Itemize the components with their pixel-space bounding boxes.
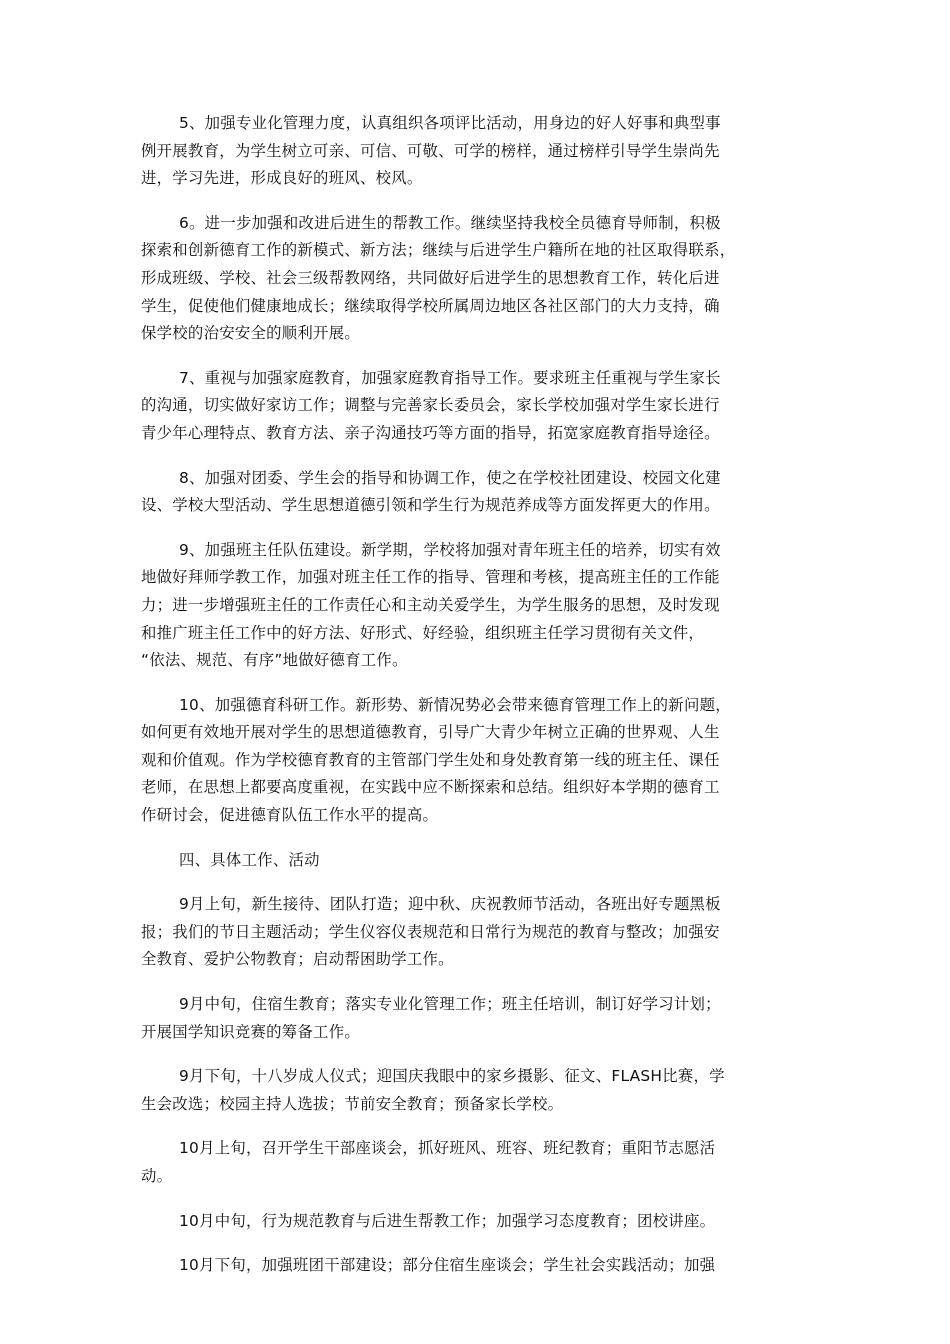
text-line: 7、重视与加强家庭教育，加强家庭教育指导工作。要求班主任重视与学生家长 [179, 368, 721, 387]
paragraph [141, 847, 817, 875]
text-line: 和推广班主任工作中的好方法、好形式、好经验，组织班主任学习贯彻有关文件， [141, 623, 705, 642]
paragraph [141, 1208, 817, 1236]
text-line: 地做好拜师学教工作，加强对班主任工作的指导、管理和考核，提高班主任的工作能 [141, 568, 720, 587]
text-line: 设、学校大型活动、学生思想道德引领和学生行为规范养成等方面发挥更大的作用。 [141, 496, 720, 515]
text-line: 6。进一步加强和改进后进生的帮教工作。继续坚持我校全员德育导师制，积极 [179, 213, 721, 232]
text-line: 四、具体工作、活动 [179, 850, 320, 869]
text-line: 9月上旬，新生接待、团队打造；迎中秋、庆祝教师节活动，各班出好专题黑板 [179, 895, 721, 914]
document-body [141, 110, 817, 1297]
paragraph [141, 465, 817, 520]
text-line: 10月上旬，召开学生干部座谈会，抓好班风、班容、班纪教育；重阳节志愿活 [179, 1139, 716, 1158]
paragraph [141, 210, 817, 348]
text-line: 报；我们的节日主题活动；学生仪容仪表规范和日常行为规范的教育与整改；加强安 [141, 922, 720, 941]
text-line: 10月下旬，加强班团干部建设；部分住宿生座谈会；学生社会实践活动；加强 [179, 1256, 716, 1275]
text-line: 形成班级、学校、社会三级帮教网络，共同做好后进学生的思想教育工作，转化后进 [141, 268, 720, 287]
text-line: 青少年心理特点、教育方法、亲子沟通技巧等方面的指导，拓宽家庭教育指导途径。 [141, 423, 720, 442]
text-line: 力；进一步增强班主任的工作责任心和主动关爱学生，为学生服务的思想，及时发现 [141, 595, 720, 614]
paragraph [141, 365, 817, 448]
paragraph [141, 1135, 817, 1190]
text-line: 学生，促使他们健康地成长；继续取得学校所属周边地区各社区部门的大力支持，确 [141, 296, 720, 315]
text-line: 例开展教育，为学生树立可亲、可信、可敬、可学的榜样，通过榜样引导学生崇尚先 [141, 141, 720, 160]
text-line: 开展国学知识竞赛的筹备工作。 [141, 1022, 360, 1041]
text-line: 9月下旬，十八岁成人仪式；迎国庆我眼中的家乡摄影、征文、FLASH比赛，学 [179, 1067, 725, 1086]
text-line: 9、加强班主任队伍建设。新学期，学校将加强对青年班主任的培养，切实有效 [179, 540, 721, 559]
text-line: 9月中旬，住宿生教育；落实专业化管理工作；班主任培训，制订好学习计划； [179, 995, 721, 1014]
paragraph [141, 891, 817, 974]
paragraph [141, 991, 817, 1046]
text-line: 的沟通，切实做好家访工作；调整与完善家长委员会，家长学校加强对学生家长进行 [141, 396, 720, 415]
paragraph [141, 1252, 817, 1280]
text-line: 10月中旬，行为规范教育与后进生帮教工作；加强学习态度教育；团校讲座。 [179, 1211, 716, 1230]
text-line: 作研讨会，促进德育队伍工作水平的提高。 [141, 806, 439, 825]
paragraph [141, 692, 817, 830]
paragraph [141, 537, 817, 675]
text-line: 生会改选；校园主持人选拔；节前安全教育；预备家长学校。 [141, 1094, 564, 1113]
text-line: 进，学习先进，形成良好的班风、校风。 [141, 169, 423, 188]
text-line: 10、加强德育科研工作。新形势、新情况势必会带来德育管理工作上的新问题， [179, 695, 731, 714]
text-line: 老师，在思想上都要高度重视，在实践中应不断探索和总结。组织好本学期的德育工 [141, 778, 720, 797]
text-line: 5、加强专业化管理力度，认真组织各项评比活动，用身边的好人好事和典型事 [179, 114, 721, 132]
text-line: “依法、规范、有序”地做好德育工作。 [141, 651, 408, 670]
text-line: 全教育、爱护公物教育；启动帮困助学工作。 [141, 950, 454, 969]
text-line: 观和价值观。作为学校德育教育的主管部门学生处和身处教育第一线的班主任、课任 [141, 750, 720, 769]
text-line: 保学校的治安安全的顺利开展。 [141, 324, 360, 343]
text-line: 如何更有效地开展对学生的思想道德教育，引导广大青少年树立正确的世界观、人生 [141, 723, 720, 742]
text-line: 探索和创新德育工作的新模式、新方法；继续与后进学生户籍所在地的社区取得联系， [141, 241, 736, 260]
text-line: 动。 [141, 1167, 173, 1185]
paragraph [141, 110, 817, 193]
text-line: 8、加强对团委、学生会的指导和协调工作，使之在学校社团建设、校园文化建 [179, 468, 721, 487]
paragraph [141, 1063, 817, 1118]
